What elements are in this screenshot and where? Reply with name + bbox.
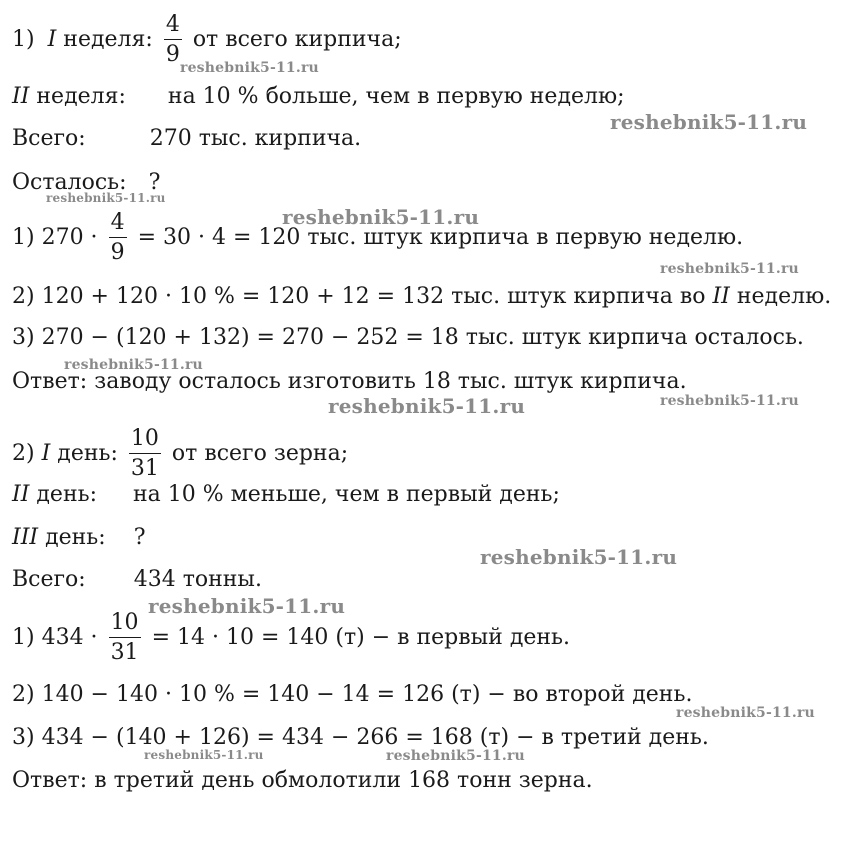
task2-step2 <box>12 682 692 708</box>
watermark-text: reshebnik5-11.ru <box>148 594 346 618</box>
roman-numeral: II <box>712 284 730 309</box>
given-text: от всего кирпича; <box>192 27 402 52</box>
watermark-text: reshebnik5-11.ru <box>480 545 678 569</box>
watermark-text: reshebnik5-11.ru <box>660 261 799 277</box>
task2-step3 <box>12 725 709 751</box>
given-label: Осталось: <box>12 170 127 195</box>
solution-text: 2) 140 − 140 · 10 % = 140 − 14 = 126 (т) − во второй день. <box>12 682 693 707</box>
given-text: 434 тонны. <box>133 567 262 592</box>
watermark-text: reshebnik5-11.ru <box>282 205 480 229</box>
given-text: на 10 % меньше, чем в первый день; <box>133 482 560 507</box>
watermark-text: reshebnik5-11.ru <box>46 191 166 205</box>
solution-text: = 14 · 10 = 140 (т) − в первый день. <box>151 625 571 650</box>
given-label: день: <box>57 441 118 466</box>
fraction-numerator: 4 <box>109 212 127 238</box>
fraction-denominator: 9 <box>110 240 125 265</box>
given-text: ? <box>133 525 146 550</box>
watermark-text: reshebnik5-11.ru <box>328 394 526 418</box>
given-label: день: <box>45 525 106 550</box>
given-text: 270 тыс. кирпича. <box>149 126 362 151</box>
given-label: неделя: <box>36 84 126 109</box>
roman-numeral: I <box>47 27 57 52</box>
task2-step1 <box>12 612 570 664</box>
solution-text: = 30 · 4 = 120 тыс. штук кирпича в первую неделю. <box>137 225 744 250</box>
watermark-text: reshebnik5-11.ru <box>386 748 525 764</box>
fraction-numerator: 4 <box>164 14 182 40</box>
given-label: Всего: <box>12 126 86 151</box>
task2-given-day3 <box>12 525 146 551</box>
fraction-4-9 <box>109 212 127 264</box>
solution-text: 3) 434 − (140 + 126) = 434 − 266 = 168 (т) − в третий день. <box>12 725 709 750</box>
given-label: день: <box>36 482 98 507</box>
fraction-numerator: 10 <box>129 428 161 454</box>
task2-given-day2 <box>12 482 560 508</box>
fraction-denominator: 9 <box>165 42 180 67</box>
given-text: ? <box>148 170 161 195</box>
task1-given-week1 <box>12 14 402 66</box>
task-number: 1) <box>12 27 35 52</box>
solution-text: 2) 120 + 120 · 10 % = 120 + 12 = 132 тыс. штук кирпича во <box>12 284 706 309</box>
given-text: от всего зерна; <box>171 441 349 466</box>
watermark-text: reshebnik5-11.ru <box>660 393 799 409</box>
fraction-denominator: 31 <box>130 456 159 481</box>
given-label: Всего: <box>12 567 86 592</box>
solution-text: неделю. <box>736 284 832 309</box>
solution-text: 1) 270 · <box>12 225 98 250</box>
roman-numeral: III <box>12 525 39 550</box>
fraction-10-31 <box>109 612 141 664</box>
given-label: неделя: <box>63 27 153 52</box>
solution-text: 3) 270 − (120 + 132) = 270 − 252 = 18 тыс. штук кирпича осталось. <box>12 325 804 350</box>
task-number: 2) <box>12 441 35 466</box>
watermark-text: reshebnik5-11.ru <box>676 705 815 721</box>
task2-answer <box>12 768 593 794</box>
task1-given-week2 <box>12 84 625 110</box>
task2-given-day1 <box>12 428 348 480</box>
task1-step3 <box>12 325 804 351</box>
solution-text: 1) 434 · <box>12 625 98 650</box>
fraction-4-9 <box>164 14 182 66</box>
watermark-text: reshebnik5-11.ru <box>180 60 319 76</box>
answer-text: Ответ: заводу осталось изготовить 18 тыс. штук кирпича. <box>12 369 687 394</box>
answer-text: Ответ: в третий день обмолотили 168 тонн зерна. <box>12 768 593 793</box>
watermark-text: reshebnik5-11.ru <box>610 110 808 134</box>
task1-step2 <box>12 284 831 310</box>
roman-numeral: I <box>41 441 51 466</box>
fraction-denominator: 31 <box>110 640 139 665</box>
fraction-numerator: 10 <box>109 612 141 638</box>
task1-given-total <box>12 126 361 152</box>
given-text: на 10 % больше, чем в первую неделю; <box>167 84 625 109</box>
task2-given-total <box>12 567 262 593</box>
fraction-10-31 <box>129 428 161 480</box>
watermark-text: reshebnik5-11.ru <box>64 357 203 373</box>
watermark-text: reshebnik5-11.ru <box>144 748 264 762</box>
roman-numeral: II <box>12 84 30 109</box>
roman-numeral: II <box>12 482 30 507</box>
